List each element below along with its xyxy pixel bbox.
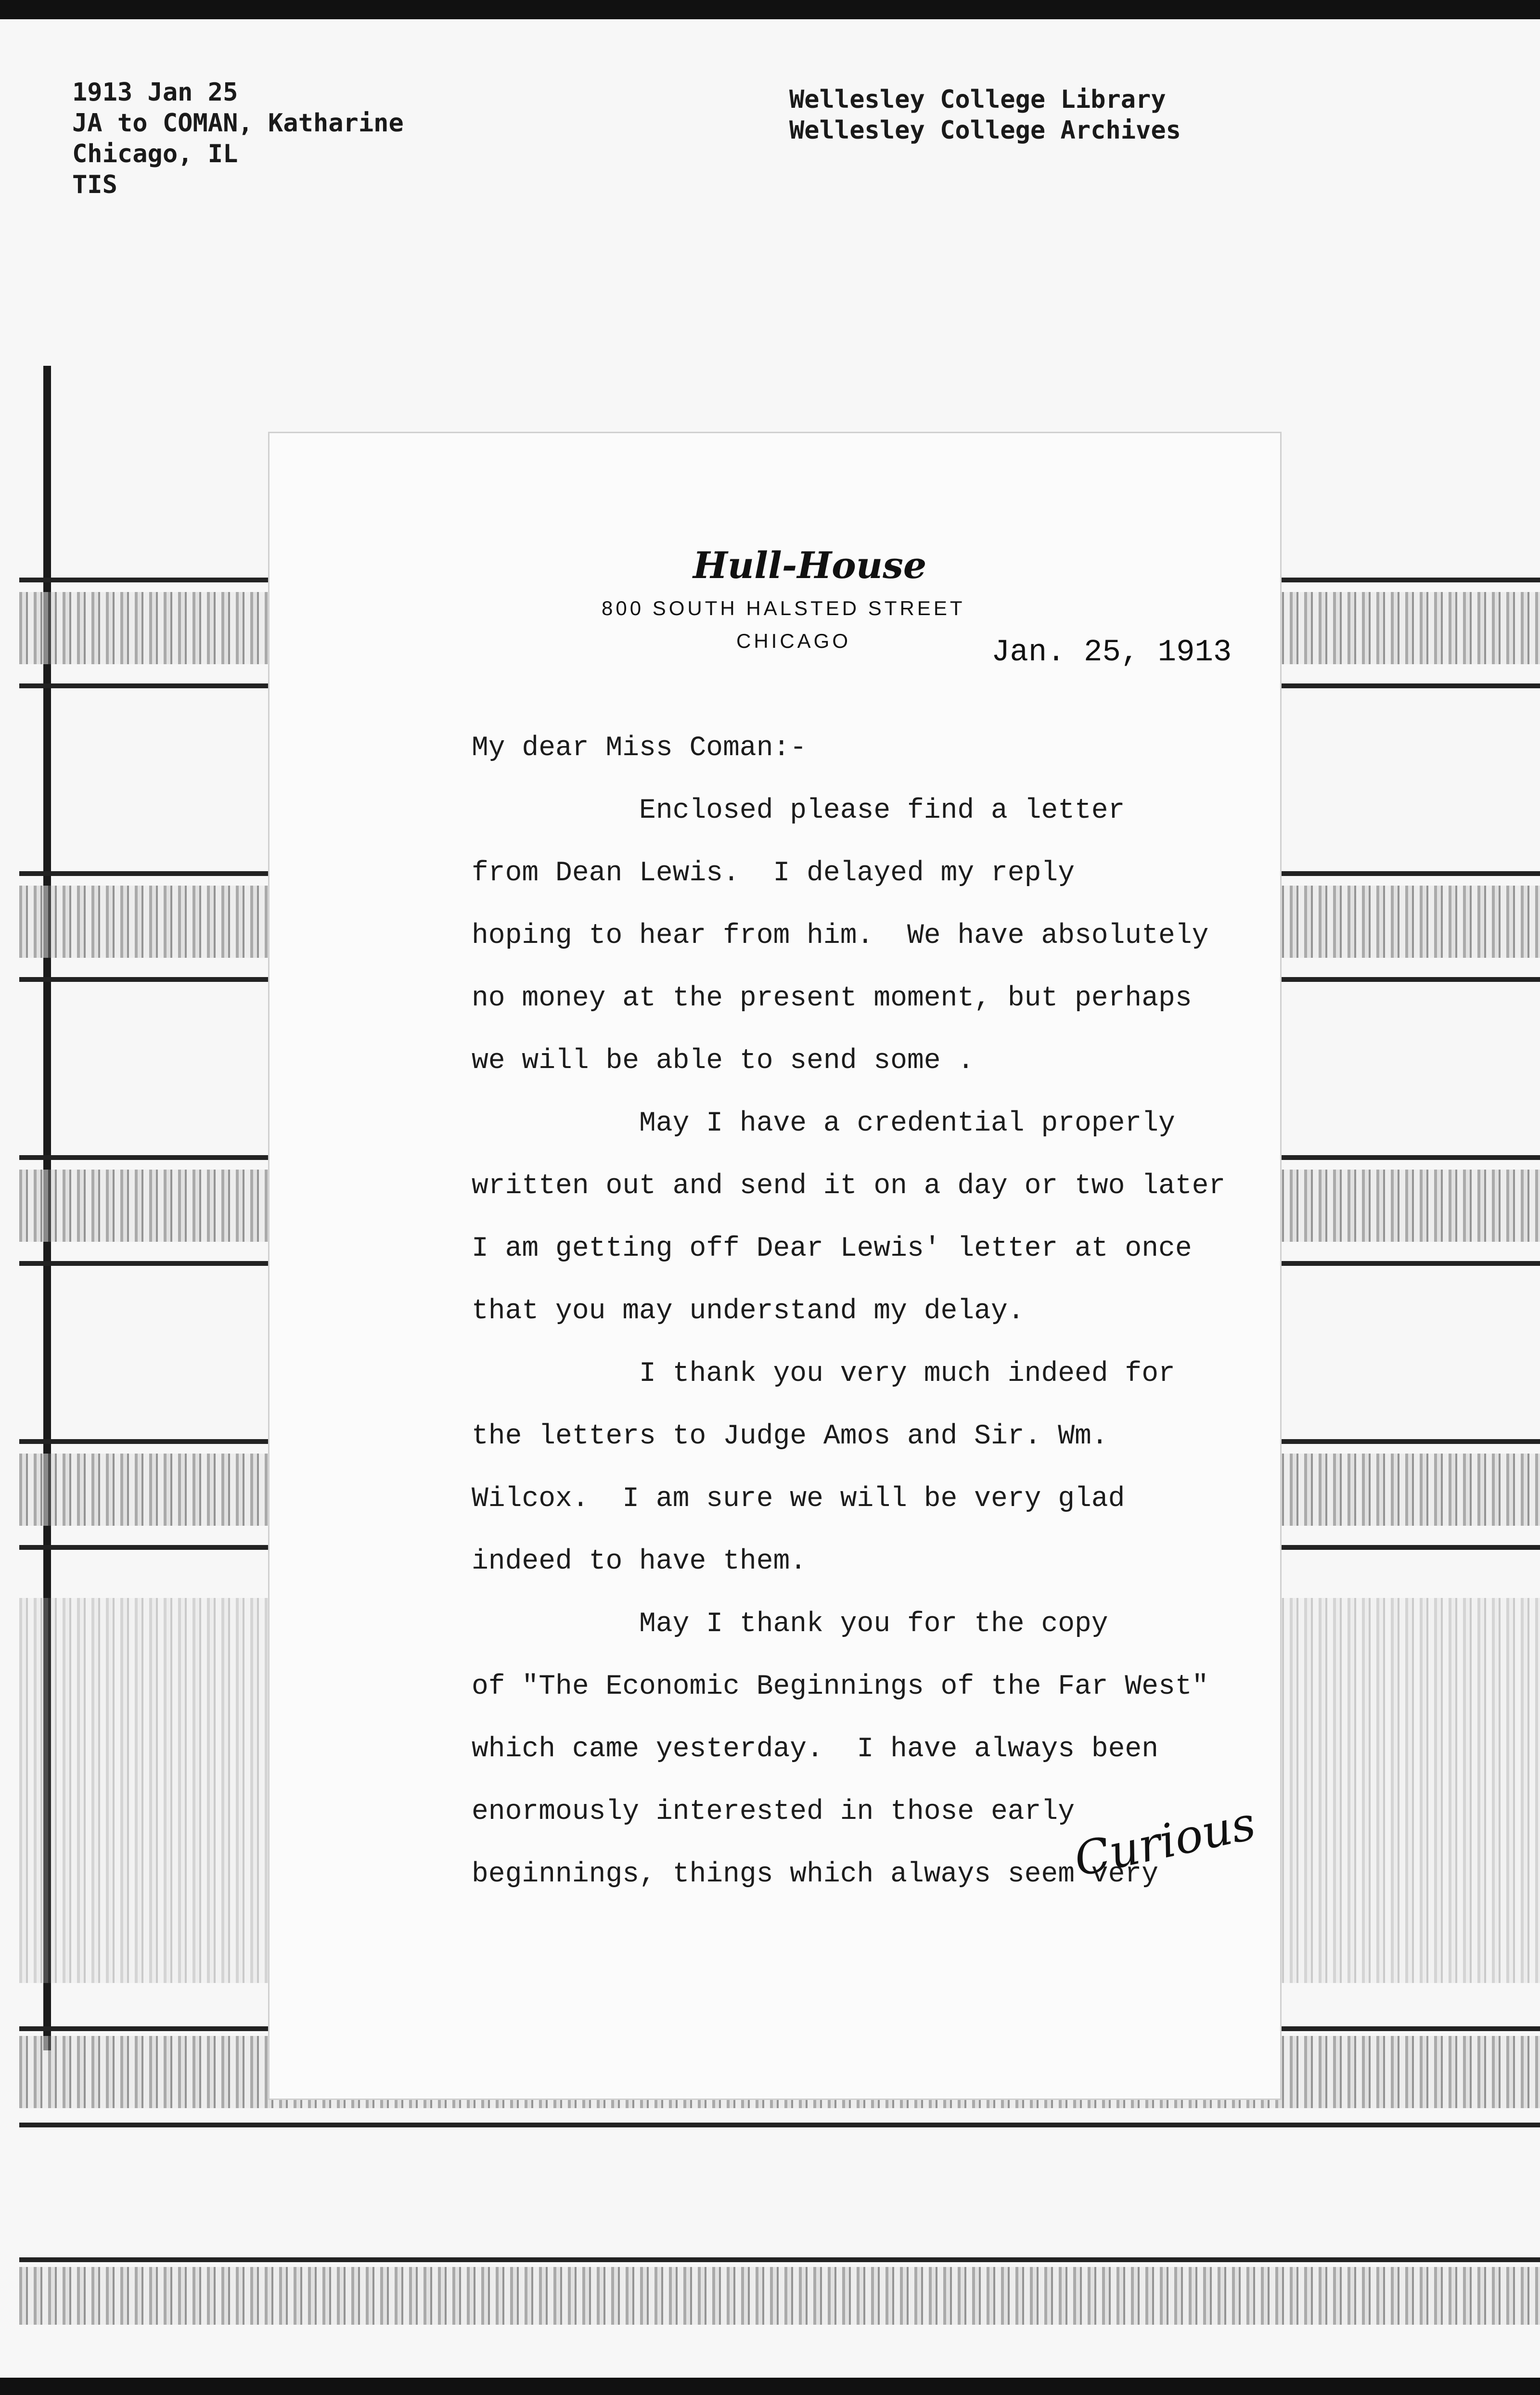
citation-line: TIS bbox=[72, 170, 117, 199]
letter-date: Jan. 25, 1913 bbox=[991, 635, 1232, 670]
body-line: of "The Economic Beginnings of the Far West" bbox=[472, 1671, 1209, 1702]
repository-line: Wellesley College Library bbox=[789, 85, 1166, 114]
backing-band bbox=[19, 2267, 1540, 2325]
body-line: I am getting off Dear Lewis' letter at once bbox=[472, 1233, 1192, 1264]
scan-top-edge bbox=[0, 0, 1540, 19]
backing-rule bbox=[19, 2257, 1540, 2262]
handwritten-correction: Curious bbox=[1069, 1796, 1260, 1887]
body-line: Enclosed please find a letter bbox=[472, 795, 1125, 826]
repository-line: Wellesley College Archives bbox=[789, 116, 1181, 145]
letterhead-street: 800 SOUTH HALSTED STREET bbox=[602, 597, 965, 619]
letterhead-name: Hull-House bbox=[693, 544, 927, 587]
body-line: May I thank you for the copy bbox=[472, 1609, 1108, 1640]
archive-citation bbox=[72, 77, 404, 200]
body-line: Wilcox. I am sure we will be very glad bbox=[472, 1483, 1125, 1515]
body-line: which came yesterday. I have always been bbox=[472, 1734, 1159, 1765]
body-line: indeed to have them. bbox=[472, 1546, 807, 1577]
body-line: from Dean Lewis. I delayed my reply bbox=[472, 858, 1075, 889]
body-line: beginnings, things which always seem very bbox=[472, 1859, 1159, 1890]
body-line: May I have a credential properly bbox=[472, 1108, 1175, 1139]
citation-line: 1913 Jan 25 bbox=[72, 78, 238, 107]
archive-repository bbox=[789, 84, 1181, 146]
citation-line: Chicago, IL bbox=[72, 140, 238, 168]
body-line: enormously interested in those early bbox=[472, 1796, 1075, 1828]
body-line: written out and send it on a day or two later bbox=[472, 1171, 1226, 1202]
salutation: My dear Miss Coman:- bbox=[472, 733, 807, 764]
backing-rule bbox=[19, 2123, 1540, 2127]
body-line: we will be able to send some . bbox=[472, 1045, 975, 1077]
body-line: no money at the present moment, but perhaps bbox=[472, 983, 1192, 1014]
body-line: that you may understand my delay. bbox=[472, 1296, 1025, 1327]
body-line: hoping to hear from him. We have absolutely bbox=[472, 920, 1209, 952]
body-line: I thank you very much indeed for bbox=[472, 1358, 1175, 1390]
scan-bottom-edge bbox=[0, 2378, 1540, 2395]
letterhead-city: CHICAGO bbox=[736, 630, 851, 652]
letter-body bbox=[472, 717, 1261, 1906]
citation-line: JA to COMAN, Katharine bbox=[72, 109, 404, 138]
body-line: the letters to Judge Amos and Sir. Wm. bbox=[472, 1421, 1108, 1452]
letter-sheet bbox=[270, 433, 1280, 2099]
